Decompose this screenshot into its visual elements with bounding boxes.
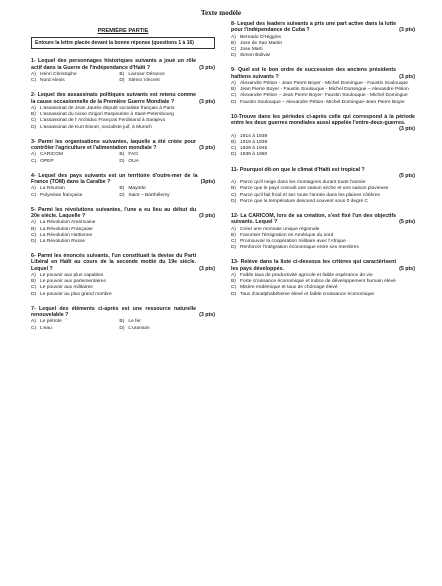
option-text: L'eau bbox=[40, 325, 52, 331]
option-letter: C) bbox=[31, 325, 37, 331]
option-letter: C) bbox=[31, 158, 37, 164]
document-title: Texte modèle bbox=[200, 9, 242, 17]
option-letter: C) bbox=[31, 78, 37, 84]
option-text: Parce que le pays connaît une saison sèche et une saison pluvieuse bbox=[240, 186, 389, 192]
option-text: Henri Christophe bbox=[40, 71, 77, 77]
question-header bbox=[31, 173, 215, 186]
option-text: La Révolution Américaine bbox=[40, 220, 96, 226]
option-letter: D) bbox=[231, 53, 237, 59]
question-points: (3 pts) bbox=[399, 27, 415, 34]
question-header bbox=[31, 139, 215, 152]
option-letter: C) bbox=[31, 285, 37, 291]
question bbox=[231, 167, 415, 205]
question-points: (5 pts) bbox=[399, 172, 415, 179]
option-letter: C) bbox=[231, 146, 237, 152]
answer-options bbox=[31, 72, 215, 84]
option-letter: A) bbox=[231, 81, 236, 86]
option-letter: C) bbox=[31, 118, 37, 124]
answer-options bbox=[231, 273, 415, 298]
question-header bbox=[231, 67, 415, 80]
option-text: Créer une monnaie unique régionale bbox=[240, 226, 320, 232]
option-letter: B) bbox=[119, 186, 125, 192]
option-letter: B) bbox=[231, 186, 236, 192]
option-text: FAO bbox=[128, 152, 139, 158]
question-text: 13- Relève dans la liste ci-dessous les critères qui caractérisent les pays développés. bbox=[231, 259, 397, 272]
answer-option bbox=[231, 245, 415, 251]
option-letter: D) bbox=[31, 124, 37, 130]
option-text: Jose Marti bbox=[240, 47, 263, 52]
option-text: Renforcer l'intégration économique entre ses membres bbox=[240, 245, 359, 251]
question bbox=[31, 139, 215, 165]
option-letter: B) bbox=[231, 40, 236, 46]
part-title: PREMIÈRE PARTIE bbox=[97, 28, 149, 34]
question-points: (5 pts) bbox=[399, 219, 415, 226]
answer-options bbox=[31, 273, 215, 298]
right-question-list bbox=[231, 21, 415, 298]
option-letter: A) bbox=[31, 152, 36, 158]
question-text: 10-Trouve dans les périodes ci-après celle qui correspond à la période entre les deux guerres mondiales aussi appelée l'entre-deux-guerres. bbox=[231, 113, 415, 127]
option-letter: B) bbox=[119, 152, 125, 158]
option-letter: B) bbox=[31, 112, 36, 118]
question-header bbox=[231, 259, 415, 272]
option-text: Le fer bbox=[128, 319, 141, 325]
option-text: Parce qu'il fait froid et sec toute l'année dans les plaines côtières bbox=[240, 192, 380, 198]
option-letter: D) bbox=[231, 152, 237, 158]
answer-option bbox=[31, 193, 119, 199]
left-question-list bbox=[31, 58, 215, 332]
option-text: La Révolution Haïtienne bbox=[40, 232, 93, 238]
option-letter: D) bbox=[119, 78, 125, 84]
question bbox=[31, 253, 215, 298]
option-letter: A) bbox=[31, 186, 36, 192]
option-text: Bernado O'Higgins bbox=[240, 34, 281, 40]
option-letter: D) bbox=[119, 192, 125, 198]
answer-option bbox=[31, 292, 215, 298]
option-text: Jean Pierre Boyer - Faustin Soulouque - Michel Domingue – Alexandre Pétion bbox=[240, 87, 409, 93]
option-letter: B) bbox=[119, 319, 125, 325]
option-text: Parce qu'il neige dans les montagnes durant toute l'année bbox=[240, 180, 366, 186]
option-text: L'assassinat de l' Archiduc François Ferdinand à Sarajevo bbox=[40, 118, 166, 124]
option-text: Misère endémique et taux de chômage élevé bbox=[240, 285, 338, 291]
question-points: (5 pts) bbox=[399, 265, 415, 272]
option-letter: B) bbox=[231, 87, 236, 93]
question-header bbox=[31, 92, 215, 105]
option-text: Le pouvoir aux plus capables bbox=[40, 273, 104, 278]
option-text: Favoriser l'émigration en Amérique du nord bbox=[240, 232, 334, 238]
question-header bbox=[31, 58, 215, 71]
answer-option bbox=[119, 78, 207, 84]
option-letter: C) bbox=[31, 232, 37, 238]
question-text: 5- Parmi les révolutions suivantes, l'une a eu lieu au début du 20e siècle. Laquelle ? bbox=[31, 206, 197, 219]
answer-options bbox=[231, 227, 415, 252]
option-letter: D) bbox=[231, 291, 237, 297]
answer-option bbox=[31, 159, 119, 165]
option-letter: D) bbox=[119, 158, 125, 164]
option-letter: C) bbox=[231, 238, 237, 244]
instructions-box: Entoure la lettre placée devant la bonne réponse (questions 1 à 16) bbox=[31, 37, 215, 49]
option-text: L'uranium bbox=[128, 325, 150, 331]
question-points: (3 pts) bbox=[199, 312, 215, 319]
question bbox=[231, 213, 415, 251]
answer-option bbox=[119, 193, 207, 199]
answer-options bbox=[231, 35, 415, 60]
option-letter: A) bbox=[31, 273, 36, 278]
option-letter: D) bbox=[31, 291, 37, 297]
question-text: 1- Lequel des personnages historiques suivants a joué un rôle actif dans la Guerre de l'indépendance d'Haïti ? bbox=[31, 58, 197, 71]
option-text: 1929 à 1945 bbox=[240, 146, 268, 152]
answer-options bbox=[31, 186, 215, 198]
question-text: 12- La CARICOM, lors de sa création, s'est fixé l'un des objectifs suivants. Lequel ? bbox=[231, 212, 397, 226]
question bbox=[31, 92, 215, 130]
option-letter: A) bbox=[231, 272, 236, 278]
option-text: Promouvoir la coopération militaire avec l'Afrique bbox=[240, 238, 346, 244]
option-letter: B) bbox=[31, 279, 36, 285]
answer-option bbox=[231, 100, 415, 106]
option-letter: A) bbox=[31, 319, 36, 325]
answer-option bbox=[31, 78, 119, 84]
option-text: Le pétrole bbox=[40, 319, 62, 325]
question-text: 2- Lequel des assassinats politiques suivants est retenu comme la cause occasionnelle de la Première Guerre Mondiale ? bbox=[31, 92, 197, 105]
question bbox=[31, 58, 215, 84]
question-points: (3 pts) bbox=[199, 265, 215, 272]
option-text: L'assassinat de Jean Jaurès député socialiste français à Paris bbox=[40, 105, 175, 111]
answer-options bbox=[231, 180, 415, 205]
answer-option bbox=[231, 152, 415, 158]
answer-option bbox=[31, 326, 119, 332]
option-letter: C) bbox=[231, 93, 237, 99]
option-text: OPEP bbox=[40, 158, 54, 164]
option-text: Nord Alexis bbox=[40, 78, 65, 84]
question-points: (3 pts) bbox=[399, 126, 415, 133]
question bbox=[231, 114, 415, 159]
question-points: (3 pts) bbox=[399, 73, 415, 80]
option-letter: A) bbox=[231, 34, 236, 40]
question-text: 7- Lequel des éléments ci-après est une ressource naturelle renouvelable ? bbox=[31, 305, 197, 319]
question-header bbox=[31, 207, 215, 220]
left-column bbox=[31, 21, 215, 340]
answer-options bbox=[231, 134, 415, 159]
option-letter: D) bbox=[119, 325, 125, 331]
option-text: L'assassinat du russe Grigori Raspoutine à Saint-Petersbourg bbox=[40, 112, 174, 118]
answer-option bbox=[231, 292, 415, 298]
option-text: Lamour Dérance bbox=[128, 71, 165, 77]
option-text: Faible taux de productivité agricole et faible espérance de vie bbox=[240, 272, 373, 278]
option-letter: B) bbox=[119, 71, 125, 77]
answer-option bbox=[31, 125, 215, 131]
option-text: Parce que la température descend souvent sous 0 degré C bbox=[240, 198, 369, 204]
option-letter: D) bbox=[231, 245, 237, 251]
question-header bbox=[231, 114, 415, 127]
option-text: Polynésie française bbox=[40, 192, 83, 198]
option-text: L'assassinat de Kurt Eisner, socialiste juif, à Munich bbox=[40, 124, 152, 130]
question-header bbox=[231, 21, 415, 34]
option-text: Faustin Soulouque – Alexandre Pétion- Michel Domingue-Jean Pierre Boyer bbox=[240, 99, 405, 105]
answer-options bbox=[231, 81, 415, 106]
option-text: Le pouvoir aux parlementaires bbox=[40, 279, 106, 285]
option-letter: C) bbox=[31, 192, 37, 198]
option-letter: A) bbox=[231, 133, 236, 139]
option-letter: A) bbox=[31, 105, 36, 111]
option-letter: D) bbox=[31, 238, 37, 244]
option-letter: C) bbox=[231, 285, 237, 291]
question-points: (3pts) bbox=[200, 179, 215, 185]
option-text: Simon Bolivar bbox=[240, 53, 271, 59]
option-text: La Réunion bbox=[40, 186, 66, 192]
option-text: Taux d'analphabétisme élevé et faible croissance économique bbox=[240, 291, 375, 297]
question-header bbox=[231, 167, 415, 173]
question-text: 3- Parmi les organisations suivantes, laquelle a été créée pour contrôler l'agriculture et l'alimentation mondiale ? bbox=[31, 138, 197, 151]
question-text: 9- Quel est le bon ordre de succession des anciens présidents haïtiens suivants ? bbox=[231, 67, 397, 80]
question-points: (3 pts) bbox=[199, 213, 215, 219]
option-text: Alexandre Pétion - Jean Pierre Boyer - Michel Domingue - Faustin Soulouque bbox=[240, 81, 408, 86]
option-text: 1914 à 1939 bbox=[240, 133, 268, 139]
question bbox=[31, 207, 215, 245]
option-letter: D) bbox=[231, 198, 237, 204]
option-letter: C) bbox=[231, 192, 237, 198]
option-letter: A) bbox=[231, 226, 236, 232]
question-header bbox=[231, 213, 415, 226]
option-text: La Révolution Russe bbox=[40, 238, 86, 244]
option-letter: A) bbox=[31, 220, 36, 226]
option-text: Alexandre Pétion – Jean Pierre Boyer- Faustin Soulouque - Michel Domingue bbox=[240, 93, 408, 99]
option-text: Mayotte bbox=[128, 186, 146, 192]
option-letter: A) bbox=[231, 180, 236, 186]
question-points: (3 pts) bbox=[199, 145, 215, 151]
question bbox=[231, 21, 415, 59]
answer-options bbox=[31, 106, 215, 131]
option-letter: B) bbox=[31, 226, 36, 232]
option-text: Saint – Barthélemy bbox=[128, 192, 170, 198]
option-text: La Révolution Française bbox=[40, 226, 93, 232]
option-letter: B) bbox=[231, 279, 236, 285]
right-column bbox=[231, 21, 415, 306]
question bbox=[231, 67, 415, 105]
answer-option bbox=[231, 199, 415, 205]
question bbox=[31, 306, 215, 332]
option-text: Le pouvoir aux militaires bbox=[40, 285, 93, 291]
option-letter: B) bbox=[231, 232, 236, 238]
option-text: Sténio Vincent bbox=[128, 78, 160, 84]
option-text: 1939 à 1960 bbox=[240, 152, 268, 158]
question bbox=[231, 259, 415, 297]
question-points: (3 pts) bbox=[199, 98, 215, 105]
answer-options bbox=[31, 220, 215, 245]
answer-option bbox=[231, 53, 415, 59]
question-header bbox=[31, 306, 215, 319]
option-letter: A) bbox=[31, 71, 36, 77]
option-text: Jose de San Martin bbox=[240, 40, 283, 46]
option-text: OUA bbox=[128, 158, 139, 164]
question-text: 4- Lequel des pays suivants est un territoire d'outre-mer de la France (TOM) dans la Caraïbe ? bbox=[31, 172, 198, 185]
question-text: 11- Pourquoi dit-on que le climat d'Haïti est tropical ? bbox=[231, 166, 365, 173]
question-points: (3 pts) bbox=[199, 64, 215, 71]
option-text: 1919 à 1939 bbox=[240, 139, 268, 145]
answer-options bbox=[31, 152, 215, 164]
answer-options bbox=[31, 319, 215, 331]
question-header bbox=[31, 253, 215, 272]
option-letter: C) bbox=[231, 47, 237, 52]
option-letter: D) bbox=[231, 99, 237, 105]
option-text: Forte croissance économique et indice de développement humain élevé bbox=[240, 279, 396, 285]
option-text: CARICOM bbox=[40, 152, 64, 158]
option-text: Le pouvoir au plus grand nombre bbox=[40, 291, 112, 297]
option-letter: B) bbox=[231, 139, 236, 145]
question-text: 6- Parmi les énoncés suivants, l'un constituait la devise du Parti Libéral en Haïti au cours de la seconde moitié du 19e siècle. Lequel ? bbox=[31, 253, 197, 272]
question bbox=[31, 173, 215, 199]
answer-option bbox=[31, 239, 215, 245]
answer-option bbox=[119, 326, 207, 332]
answer-option bbox=[119, 159, 207, 165]
question-text: 8- Lequel des leaders suivants a pris une part active dans la lutte pour l'indépendance de Cuba ? bbox=[231, 21, 397, 34]
